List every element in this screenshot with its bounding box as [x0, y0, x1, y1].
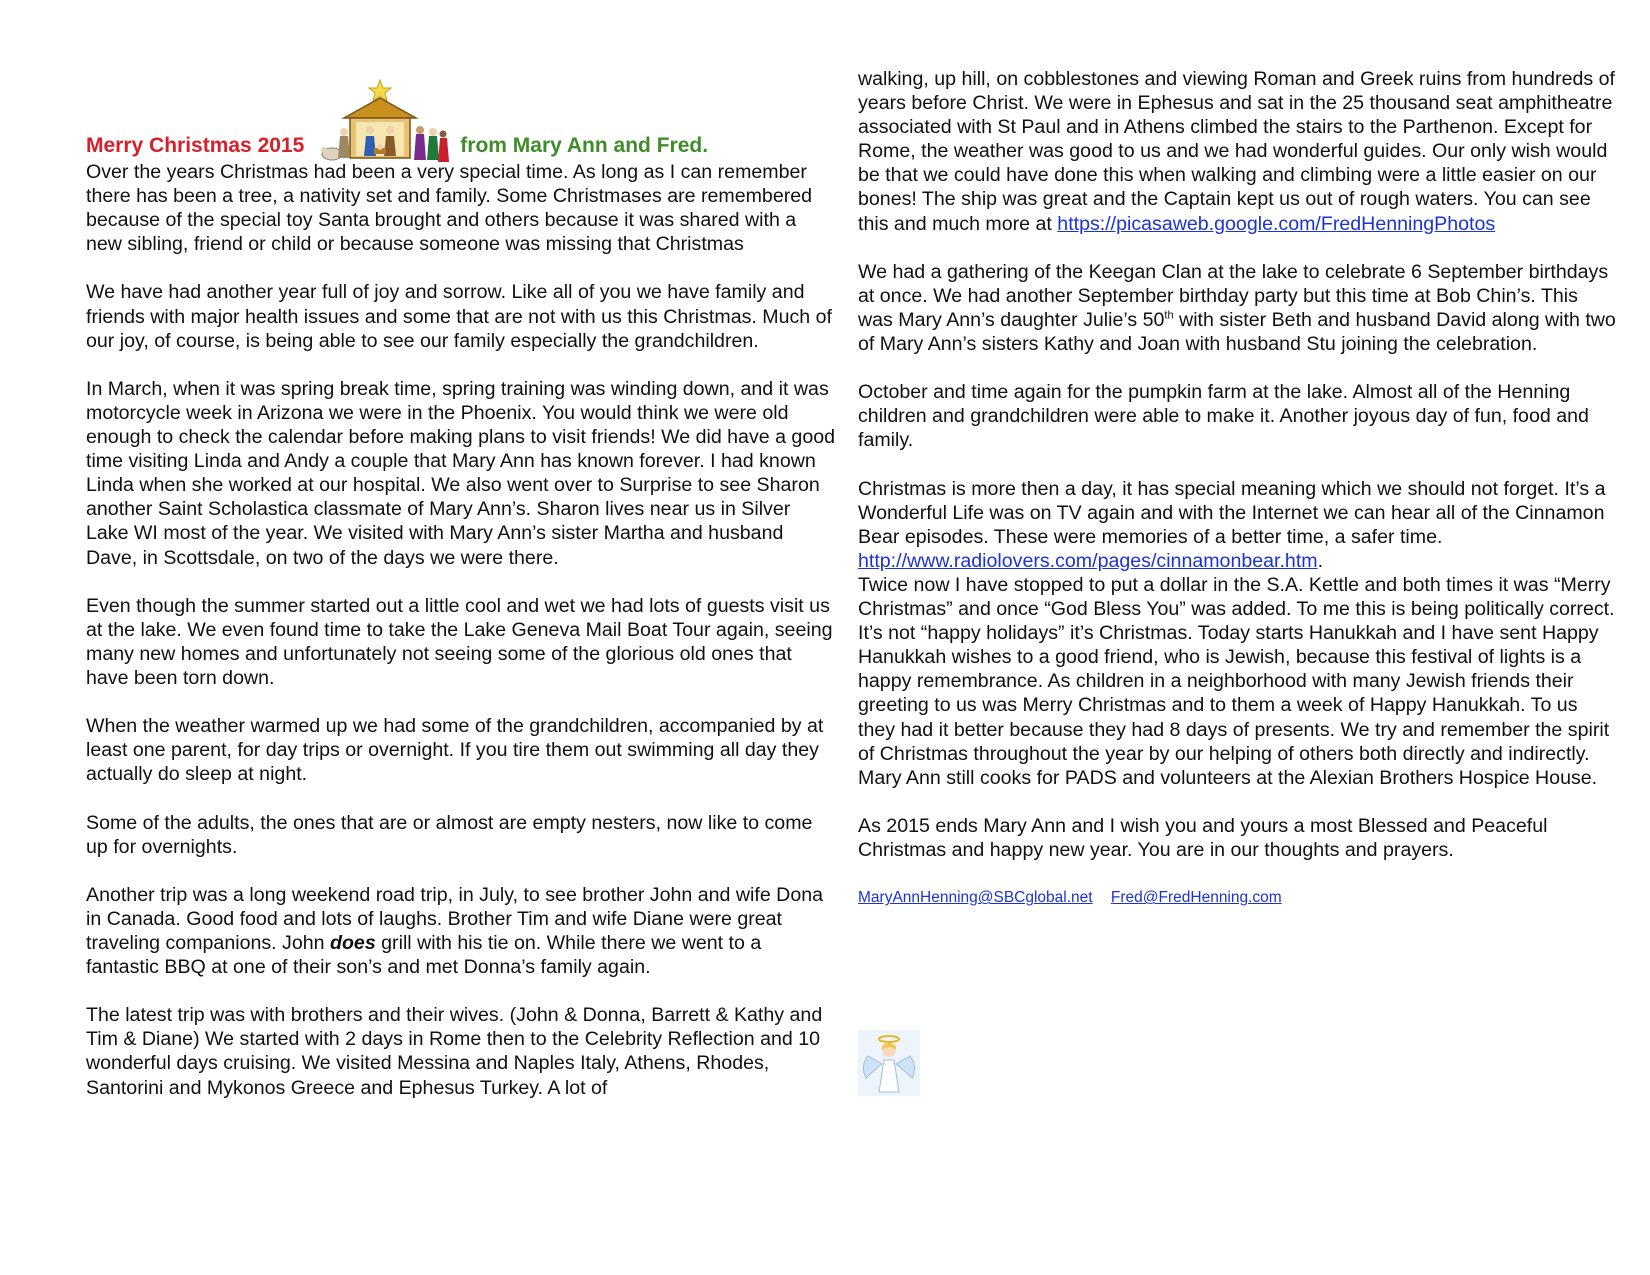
email-maryann-link[interactable]: MaryAnnHenning@SBCglobal.net — [858, 889, 1093, 907]
paragraph-march-trip: In March, when it was spring break time, spring training was winding down, and it was motorcycle week in Arizona we were in the Phoenix. You would think we were old enough to check the calendar before making plans to visit friends! We did have a good time visiting Linda and Andy a couple that Mary Ann has known forever. I had known Linda when she worked at our hospital. We also went over to Surprise to see Sharon another Saint Scholastica classmate of Mary Ann’s. Sharon lives near us in Silver Lake WI most of the year. We visited with Mary Ann’s sister Martha and husband Dave, in Scottsdale, on two of the days we were there. — [86, 377, 836, 569]
cruise-text: walking, up hill, on cobblestones and viewing Roman and Greek ruins from hundreds of years before Christ. We were in Ephesus and sat in the 25 thousand seat amphitheatre associated with St Paul and in Athens climbed the stairs to the Parthenon. Except for Rome, the weather was good to us and we had wonderful guides. Our only wish would be that we could have done this when walking and climbing were a little easier on our bones! The ship was great and the Captain kept us out of rough waters. You can see this and much more at — [858, 68, 1615, 235]
paragraph-adults: Some of the adults, the ones that are or almost are empty nesters, now like to come up for overnights. — [86, 811, 813, 858]
nativity-scene-icon — [310, 78, 450, 164]
cinnamon-bear-link[interactable]: http://www.radiolovers.com/pages/cinnamonbear.htm — [858, 549, 1318, 572]
paragraph-joy-sorrow: We have had another year full of joy and sorrow. Like all of you we have family and friends with major health issues and some that are not with us this Christmas. Much of our joy, of course, is being able to see our family especially the grandchildren. — [86, 281, 832, 352]
email-links — [858, 886, 1618, 910]
left-column — [86, 160, 836, 1124]
paragraph-summer: Even though the summer started out a little cool and wet we had lots of guests visit us at the lake. We even found time to take the Lake Geneva Mail Boat Tour again, seeing many new homes and unfortunately not seeing some of the glorious old ones that have been torn down. — [86, 594, 833, 689]
title-greeting: Merry Christmas 2015 — [86, 134, 305, 157]
emphasis-does: does — [329, 932, 376, 954]
letter-title — [86, 70, 846, 160]
keegan-text-b: with sister Beth and husband David along with two of Mary Ann’s sisters Kathy and Joan with husband Stu joining the celebration. — [858, 308, 1616, 356]
meaning-text-a: Christmas is more then a day, it has special meaning which we should not forget. It’s a Wonderful Life was on TV again and with the Internet we can hear all of the Cinnamon Bear episodes. These were memories of a better time, a safer time. — [858, 477, 1606, 548]
paragraph-keegan-clan — [858, 260, 1618, 356]
canada-text-a: Another trip was a long weekend road trip, in July, to see brother John and wife Dona in Canada. Good food and lots of laughs. Brother Tim and wife Diane were great traveling companions. John — [86, 883, 824, 954]
keegan-text-a: We had a gathering of the Keegan Clan at the lake to celebrate 6 September birthdays at once. We had another September birthday party but this time at Bob Chin’s. This was Mary Ann’s daughter Julie’s 50 — [858, 260, 1609, 331]
paragraph-intro: Over the years Christmas had been a very special time. As long as I can remember there has been a tree, a nativity set and family. Some Christmases are remembered because of the special toy Santa brought and others because it was shared with a new sibling, friend or child or because someone was missing that Christmas — [86, 161, 813, 256]
paragraph-canada-trip — [86, 883, 836, 979]
right-column — [858, 67, 1618, 910]
paragraph-grandchildren: When the weather warmed up we had some of the grandchildren, accompanied by at least one parent, for day trips or overnight. If you tire them out swimming all day they actually do sleep at night. — [86, 715, 824, 786]
kettle-text: Twice now I have stopped to put a dollar in the S.A. Kettle and both times it was “Merry Christmas” and once “God Bless You” was added. To me this is being politically correct. It’s not “happy holidays” it’s Christmas. Today starts Hanukkah and I have sent Happy Hanukkah wishes to a good friend, who is Jewish, because this festival of lights is a happy remembrance. As children in a neighborhood with many Jewish friends their greeting to us was Merry Christmas and to them a week of Happy Hanukkah. To us they had it better because they had 8 days of presents. We try and remember the spirit of Christmas throughout the year by our helping of others both directly and indirectly. Mary Ann still cooks for PADS and volunteers at the Alexian Brothers Hospice House. — [858, 573, 1615, 789]
paragraph-pumpkin-farm: October and time again for the pumpkin farm at the lake. Almost all of the Henning children and grandchildren were able to make it. Another joyous day of fun, food and family. — [858, 381, 1589, 452]
paragraph-cruise: The latest trip was with brothers and their wives. (John & Donna, Barrett & Kathy and Tim & Diane) We started with 2 days in Rome then to the Celebrity Reflection and 10 wonderful days cruising. We visited Messina and Naples Italy, Athens, Rhodes, Santorini and Mykonos Greece and Ephesus Turkey. A lot of — [86, 1004, 823, 1099]
paragraph-closing: As 2015 ends Mary Ann and I wish you and yours a most Blessed and Peaceful Christmas and happy new year. You are in our thoughts and prayers. — [858, 814, 1548, 861]
email-fred-link[interactable]: Fred@FredHenning.com — [1110, 889, 1282, 907]
canada-text-b: grill with his tie on. While there we went to a fantastic BBQ at one of their son’s and met Donna’s family again. — [86, 932, 762, 979]
picasa-link[interactable]: https://picasaweb.google.com/FredHenningPhotos — [1057, 212, 1496, 235]
paragraph-christmas-meaning — [858, 477, 1618, 790]
title-from: from Mary Ann and Fred. — [460, 134, 709, 157]
meaning-text-b: . — [1317, 549, 1324, 572]
paragraph-cruise-continued — [858, 67, 1618, 236]
angel-icon — [858, 1030, 920, 1096]
superscript-th: th — [1164, 309, 1174, 322]
